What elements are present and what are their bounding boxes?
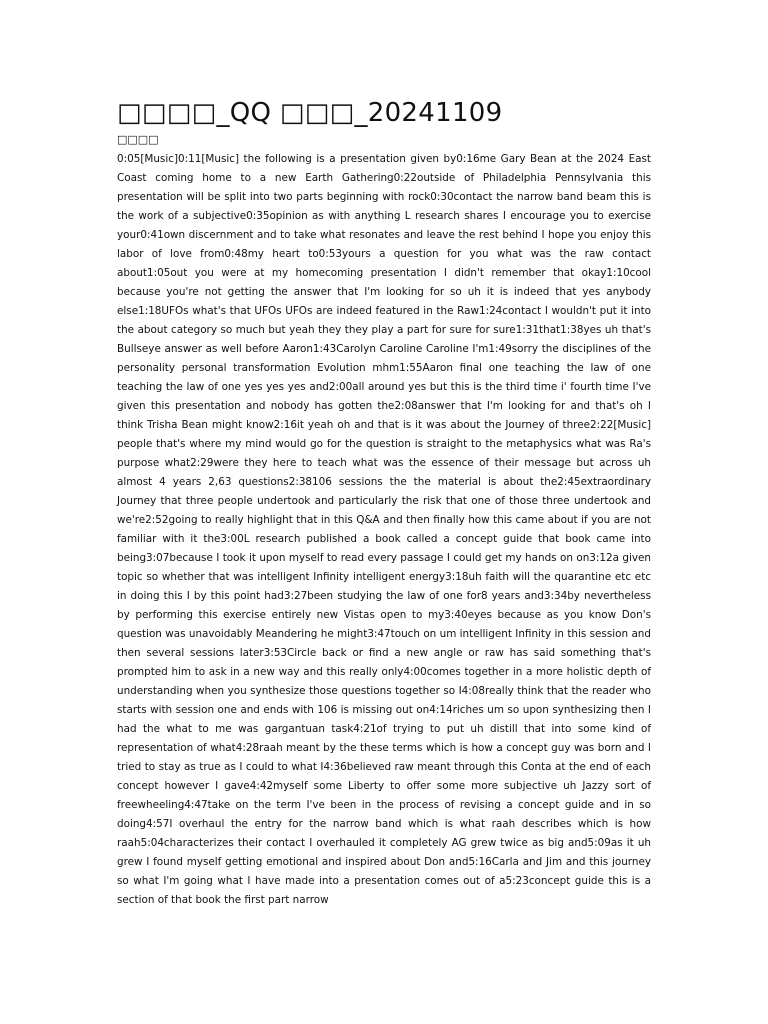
document-title: □□□□_QQ □□□_20241109: [117, 98, 503, 128]
document-subtitle: □□□□: [117, 133, 159, 146]
transcript-body: 0:05[Music]0:11[Music] the following is a presentation given by0:16me Gary Bean at the 2024 East Coast coming home to a new Earth Gathering0:22outside of Philadelphia Pennsylvania this presentation will be split into two parts beginning with rock0:30contact the narrow band beam this is the work of a subjective0:35opinion as with anything L research shares I encourage you to exercise your0:41own discernment and to take what resonates and leave the rest behind I hope you enjoy this labor of love from0:48my heart to0:53yours a question for you what was the raw contact about1:05out you were at my homecoming presentation I didn't remember that okay1:10cool because you're not getting the answer that I'm looking for so uh it is indeed that yes anybody else1:18UFOs what's that UFOs UFOs are indeed featured in the Raw1:24contact I wouldn't put it into the about category so much but yeah they they play a part for sure for sure1:31that1:38yes uh that's Bullseye answer as well before Aaron1:43Carolyn Caroline Caroline I'm1:49sorry the disciplines of the personality personal transformation Evolution mhm1:55Aaron final one teaching the law of one teaching the law of one yes yes yes and2:00all around yes but this is the third time i' fourth time I've given this presentation and nobody has gotten the2:08answer that I'm looking for and that's oh I think Trisha Bean might know2:16it yeah oh and that is it was about the Journey of three2:22[Music] people that's where my mind would go for the question is straight to the metaphysics what was Ra's purpose what2:29were they here to teach what was the essence of their message but across uh almost 4 years 2,63 questions2:38106 sessions the the material is about the2:45extraordinary Journey that three people undertook and particularly the risk that one of those three undertook and we're2:52going to really highlight that in this Q&A and then finally how this came about if you are not familiar with it the3:00L research published a book called a concept guide that book came into being3:07because I took it upon myself to read every passage I could get my hands on on3:12a given topic so whether that was intelligent Infinity intelligent energy3:18uh faith will the quarantine etc etc in doing this I by this point had3:27been studying the law of one for8 years and3:34by nevertheless by performing this exercise entirely new Vistas open to my3:40eyes because as you know Don's question was unavoidably Meandering he might3:47touch on um intelligent Infinity in this session and then several sessions later3:53Circle back or find a new angle or raw has said something that's prompted him to ask in a new way and this really only4:00comes together in a more holistic depth of understanding when you synthesize those questions together so I4:08really think that the reader who starts with session one and ends with 106 is missing out on4:14riches um so upon synthesizing then I had the what to me was gargantuan task4:21of trying to put uh distill that into some kind of representation of what4:28raah meant by the these terms which is how a concept guy was born and I tried to stay as true as I could to what I4:36believed raw meant through this Conta at the end of each concept however I gave4:42myself some Liberty to offer some more subjective uh Jazzy sort of freewheeling4:47take on the term I've been in the process of revising a concept guide and in so doing4:57I overhaul the entry for the narrow band which is what raah describes which is how raah5:04characterizes their contact I overhauled it completely AG grew twice as big and5:09as it uh grew I found myself getting emotional and inspired about Don and5:16Carla and Jim and this journey so what I'm going what I have made into a presentation comes out of a5:23concept guide this is a section of that book the first part narrow: [117, 153, 651, 906]
document-page: [117, 96, 651, 910]
